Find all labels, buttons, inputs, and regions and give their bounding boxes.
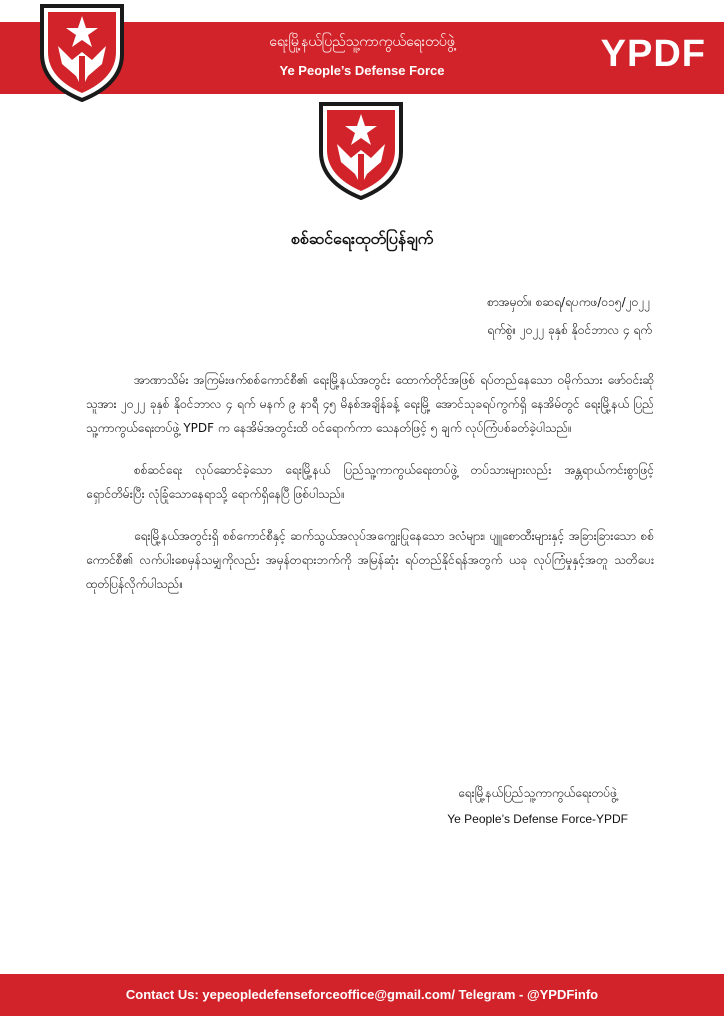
body-paragraph: စစ်ဆင်ရေး လုပ်ဆောင်ခဲ့သော ရေးမြို့နယ် ပြည်သူ့ကာကွယ်ရေးတပ်ဖွဲ့ တပ်သားများလည်း အန္တရာယ်ကင်းစွာဖြင့် ရှောင်တိမ်းပြီး လုံခြုံသောနေရာသို့ ရောက်ရှိနေပြီ ဖြစ်ပါသည်။ bbox=[86, 463, 654, 501]
reference-number: စာအမှတ်။ စဆရ/ရပကဖ/၀၁၅/၂၀၂၂ bbox=[487, 295, 651, 309]
ypdf-shield-logo-icon bbox=[38, 2, 126, 102]
header-org-name-mm: ရေးမြို့နယ်ပြည်သူ့ကာကွယ်ရေးတပ်ဖွဲ့ bbox=[269, 34, 455, 50]
reference-block bbox=[487, 288, 652, 344]
document-body bbox=[86, 368, 654, 614]
document-title: စစ်ဆင်ရေးထုတ်ပြန်ချက် bbox=[290, 229, 434, 248]
body-paragraph: ရေးမြို့နယ်အတွင်းရှိ စစ်ကောင်စီနှင့် ဆက်သွယ်အလုပ်အကျွေးပြုနေသော ဒလံများ၊ ပျူစောထီးများနှင့် အခြားခြားသော စစ်ကောင်စီ၏ လက်ပါးစေမှန်သမျှကိုလည်း အမှန်တရားဘက်ကို အမြန်ဆုံး ရပ်တည်နိုင်ရန်အတွက် ယခု လုပ်ကြံမှုနှင့်အတူ သတိပေး ထုတ်ပြန်လိုက်ပါသည်။ bbox=[86, 529, 654, 591]
header-abbreviation: YPDF bbox=[600, 33, 706, 75]
body-paragraph: အာဏာသိမ်း အကြမ်းဖက်စစ်ကောင်စီ၏ ရေးမြို့နယ်အတွင်း ထောက်တိုင်အဖြစ် ရပ်တည်နေသော ဝမိုက်သား ဖော်ဝင်းဆိုသူအား ၂၀၂၂ ခုနှစ် နိုဝင်ဘာလ ၄ ရက် မနက် ၉ နာရီ ၄၅ မိနစ်အချိန်ခန့် ရေးမြို့ အောင်သုခရပ်ကွက်ရှိ နေအိမ်တွင် ရေးမြို့နယ် ပြည်သူ့ကာကွယ်ရေးတပ်ဖွဲ့ YPDF က နေအိမ်အတွင်းထိ ဝင်ရောက်ကာ သေနတ်ဖြင့် ၅ ချက် လုပ်ကြံပစ်ခတ်ခဲ့ပါသည်။ bbox=[86, 373, 654, 435]
footer-contact: Contact Us: yepeopledefenseforceoffice@gmail.com/ Telegram - @YPDFinfo bbox=[0, 974, 724, 1016]
signature-mm: ရေးမြို့နယ်ပြည်သူ့ကာကွယ်ရေးတပ်ဖွဲ့ bbox=[458, 786, 618, 800]
signature-block bbox=[447, 780, 628, 832]
document-date: ရက်စွဲ။ ၂၀၂၂ ခုနှစ် နိုဝင်ဘာလ ၄ ရက် bbox=[487, 323, 652, 337]
ypdf-shield-logo-icon bbox=[317, 100, 405, 200]
header-org-name-en: Ye People’s Defense Force bbox=[279, 63, 445, 78]
signature-en: Ye People’s Defense Force-YPDF bbox=[447, 812, 628, 826]
